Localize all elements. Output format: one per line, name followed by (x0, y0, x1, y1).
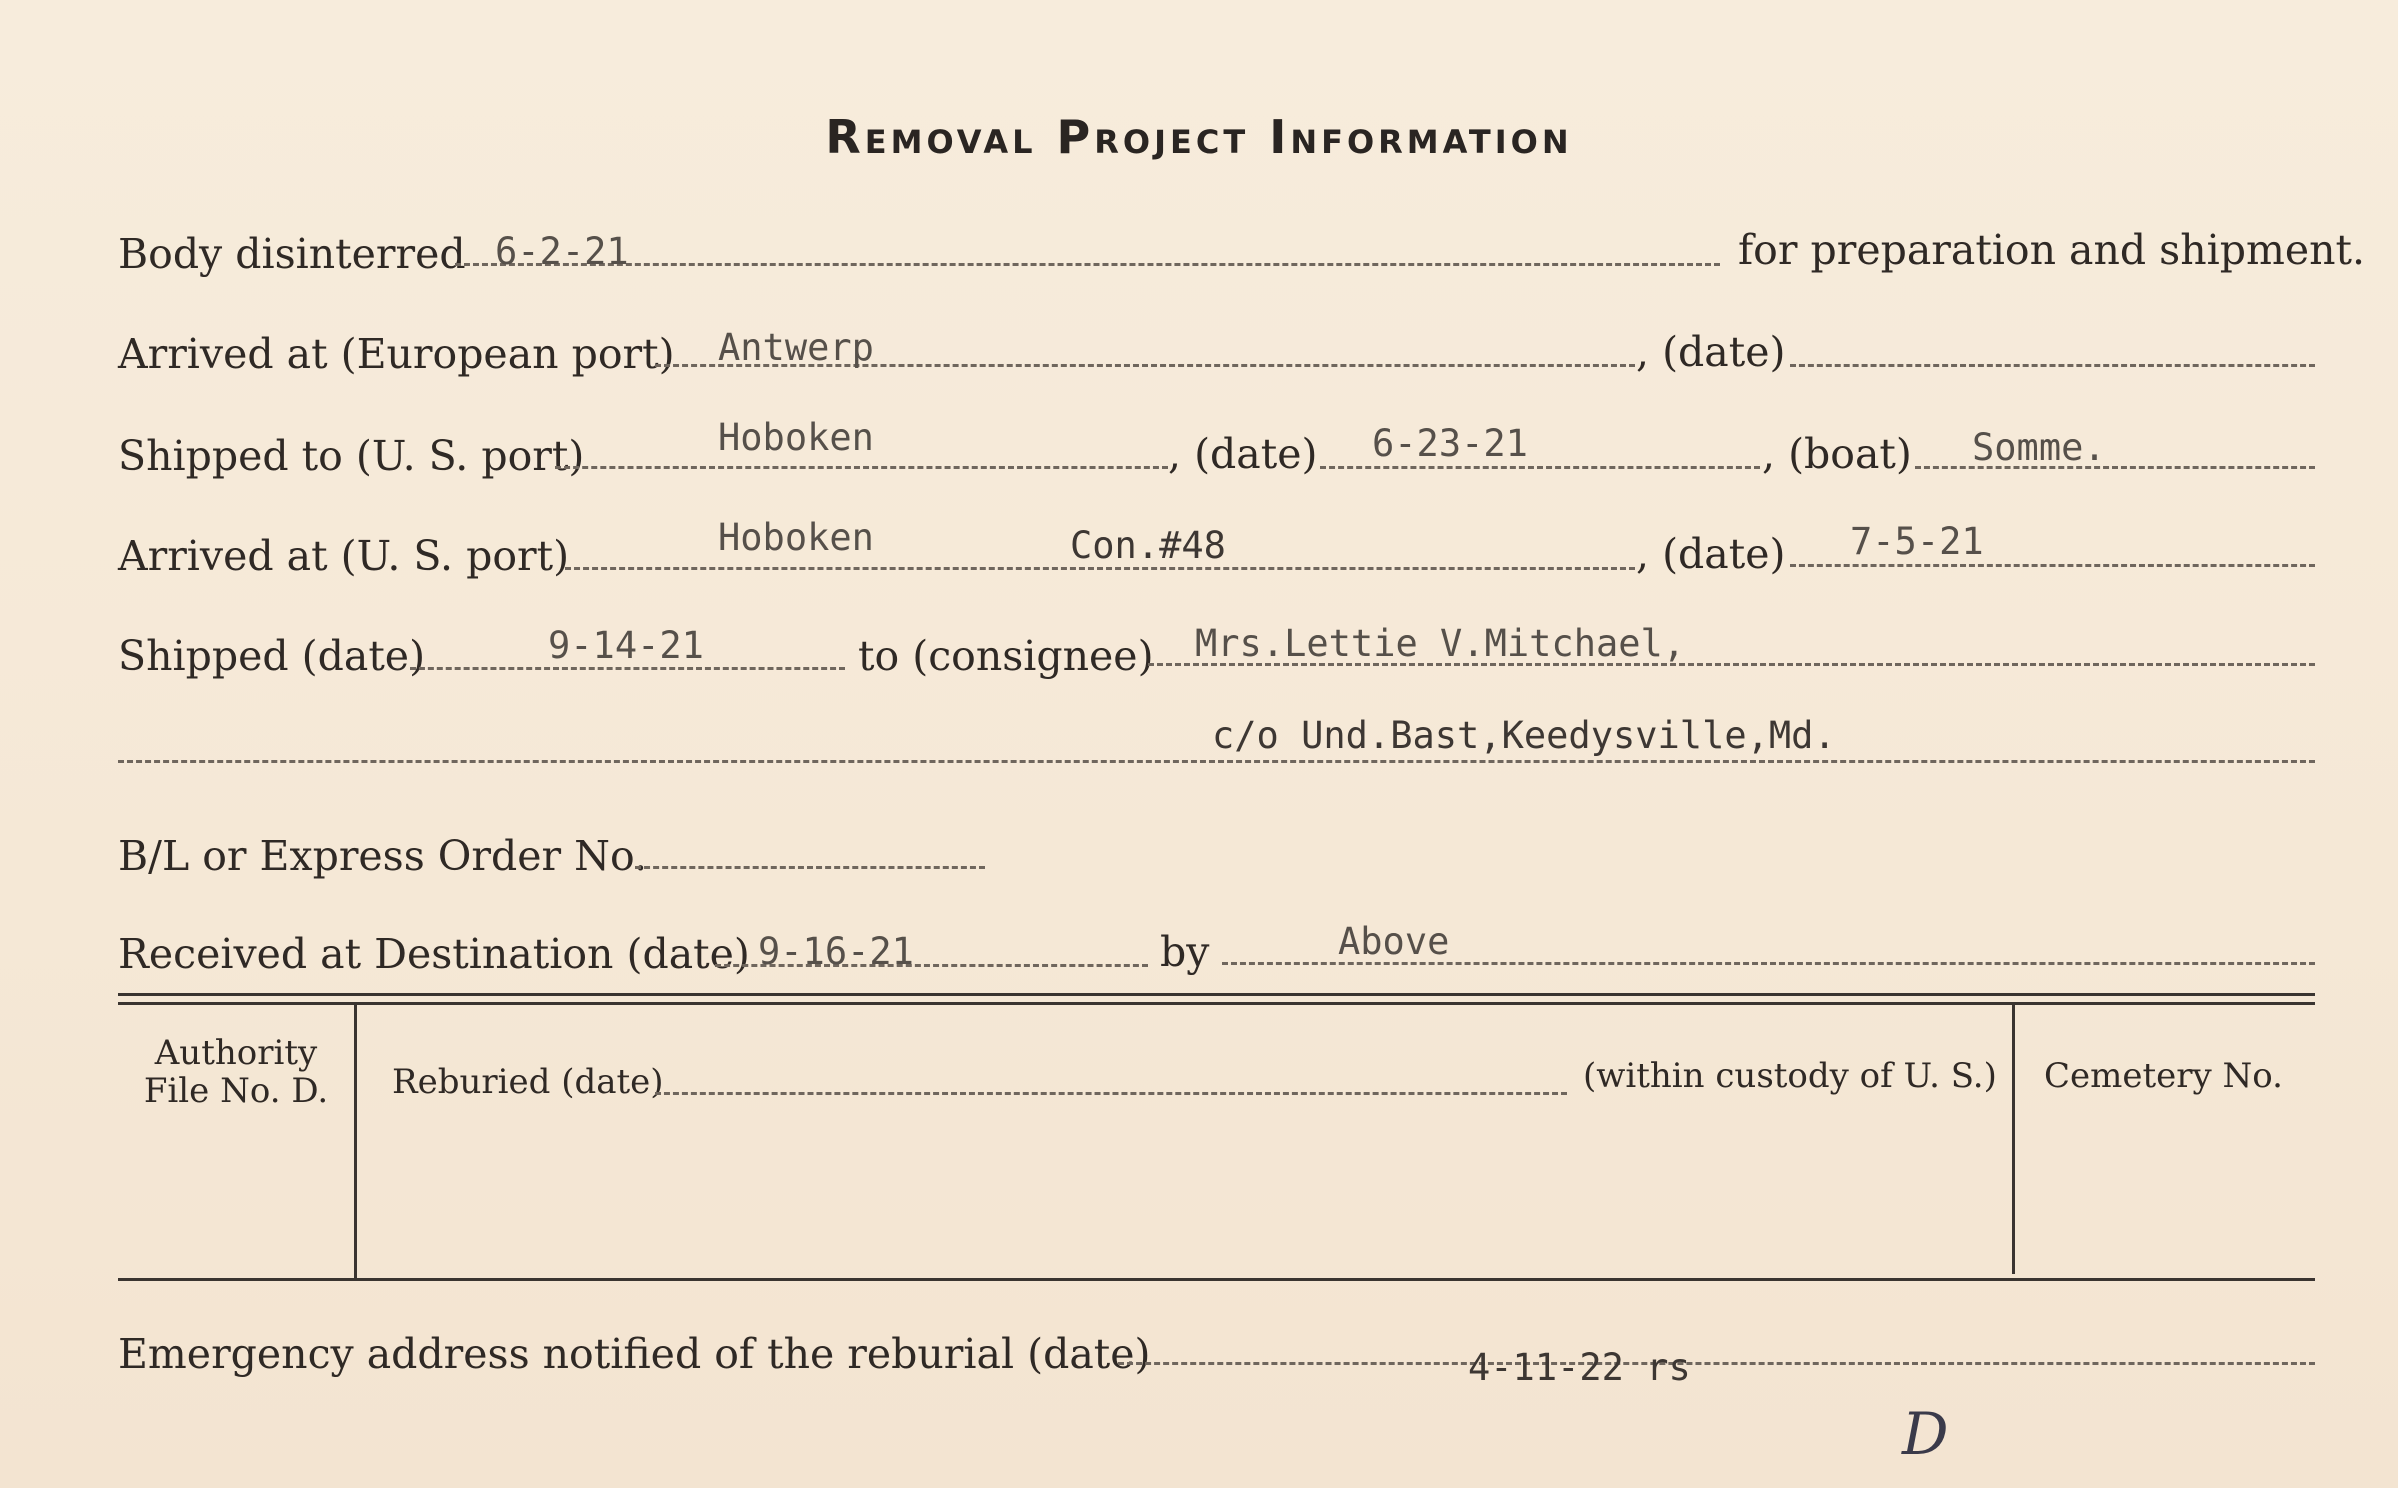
consignee-line-2 (118, 760, 2315, 763)
received-label: Received at Destination (date) (118, 930, 750, 978)
arrived-us-date-label: , (date) (1636, 530, 1786, 578)
consignee-address: c/o Und.Bast,Keedysville,Md. (1212, 714, 1836, 757)
received-by-value: Above (1338, 920, 1450, 963)
authority-line-1: Authority (154, 1033, 318, 1073)
european-port-date-label: , (date) (1636, 328, 1786, 376)
consignee-label: to (consignee) (858, 632, 1154, 680)
card-title: Removal Project Information (825, 110, 1573, 164)
cemetery-label: Cemetery No. (2044, 1056, 2283, 1096)
reburied-line (655, 1092, 1567, 1095)
arrived-us-date-value: 7-5-21 (1850, 520, 1984, 563)
box-bottom-line (118, 1278, 2315, 1281)
shipped-us-date-line (1320, 466, 1760, 469)
received-by-label: by (1160, 928, 1210, 976)
shipped-us-value: Hoboken (718, 416, 874, 459)
shipped-us-boat-value: Somme. (1972, 426, 2106, 469)
authority-label (118, 1034, 354, 1110)
box-divider-left (354, 1004, 357, 1279)
shipped-us-line (555, 466, 1168, 469)
consignee-value: Mrs.Lettie V.Mitchael, (1195, 622, 1686, 665)
shipped-value: 9-14-21 (548, 624, 704, 667)
european-port-value: Antwerp (718, 326, 874, 369)
shipped-label: Shipped (date) (118, 632, 426, 680)
box-top-line-1 (118, 993, 2315, 996)
disinterred-value: 6-2-21 (495, 230, 629, 273)
arrived-us-value: Hoboken (718, 516, 874, 559)
disinterred-suffix: for preparation and shipment. (1738, 226, 2366, 274)
arrived-us-date-line (1790, 564, 2315, 567)
european-port-label: Arrived at (European port) (118, 330, 675, 378)
custody-label: (within custody of U. S.) (1583, 1056, 1997, 1096)
bl-line (635, 866, 985, 869)
shipped-us-label: Shipped to (U. S. port) (118, 432, 585, 480)
shipped-us-boat-label: , (boat) (1762, 430, 1912, 478)
arrived-us-con: Con.#48 (1070, 524, 1226, 567)
shipped-us-date-label: , (date) (1168, 430, 1318, 478)
arrived-us-line (565, 567, 1635, 570)
emergency-value: 4-11-22 rs (1468, 1346, 1691, 1389)
arrived-us-label: Arrived at (U. S. port) (118, 532, 570, 580)
box-top-line-2 (118, 1002, 2315, 1005)
emergency-label: Emergency address notified of the reburial (date) (118, 1330, 1151, 1378)
european-port-date-line (1790, 364, 2315, 367)
reburied-label: Reburied (date) (392, 1062, 664, 1102)
disinterred-label: Body disinterred (118, 230, 466, 278)
bl-label: B/L or Express Order No. (118, 832, 648, 880)
emergency-line (1118, 1362, 2315, 1365)
shipped-us-date-value: 6-23-21 (1372, 422, 1528, 465)
disinterred-line (455, 263, 1720, 266)
shipped-line (410, 667, 845, 670)
handwritten-mark: D (1902, 1400, 1949, 1468)
authority-line-2: File No. D. (143, 1071, 329, 1111)
box-divider-right (2012, 1004, 2015, 1274)
received-value: 9-16-21 (758, 930, 914, 973)
